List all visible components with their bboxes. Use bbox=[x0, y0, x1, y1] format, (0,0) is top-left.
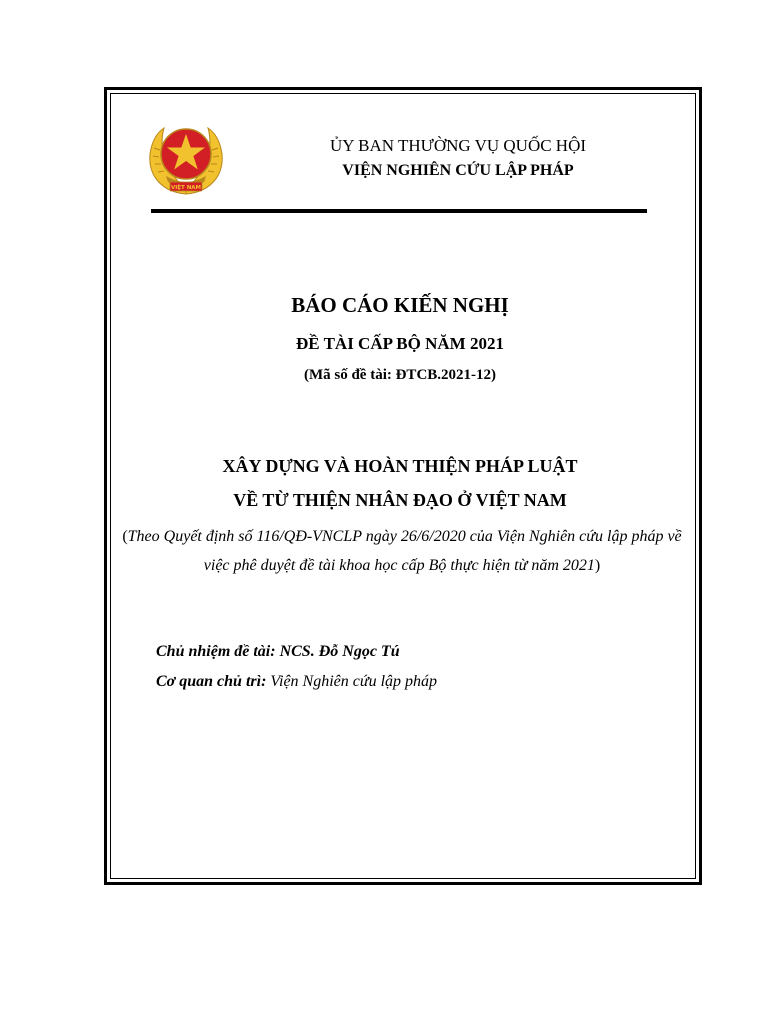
project-code: (Mã số đề tài: ĐTCB.2021-12) bbox=[303, 367, 497, 383]
national-emblem-icon bbox=[144, 118, 228, 200]
project-level: ĐỀ TÀI CẤP BỘ NĂM 2021 bbox=[296, 334, 504, 353]
header-divider bbox=[151, 209, 647, 213]
project-lead: Chủ nhiệm đề tài: NCS. Đỗ Ngọc Tú bbox=[156, 643, 400, 660]
parent-organization: ỦY BAN THƯỜNG VỤ QUỐC HỘI bbox=[329, 136, 587, 155]
topic-title-line-2: VỀ TỪ THIỆN NHÂN ĐẠO Ở VIỆT NAM bbox=[233, 490, 567, 510]
decision-close-paren: ) bbox=[594, 557, 601, 574]
page-border bbox=[104, 87, 702, 885]
report-title: BÁO CÁO KIẾN NGHỊ bbox=[291, 293, 509, 317]
topic-title-line-1: XÂY DỰNG VÀ HOÀN THIỆN PHÁP LUẬT bbox=[222, 456, 578, 476]
organization-name: VIỆN NGHIÊN CỨU LẬP PHÁP bbox=[342, 162, 574, 179]
host-organization-label: Cơ quan chủ trì: bbox=[156, 673, 267, 690]
decision-reference bbox=[112, 522, 692, 580]
host-organization-value: Viện Nghiên cứu lập pháp bbox=[270, 673, 438, 690]
emblem-ribbon-text: VIỆT NAM bbox=[170, 185, 202, 191]
host-organization bbox=[156, 673, 437, 691]
decision-text: Theo Quyết định số 116/QĐ-VNCLP ngày 26/6/2020 của Viện Nghiên cứu lập pháp về việc phê duyệt đề tài khoa học cấp Bộ thực hiện từ năm 2021 bbox=[127, 528, 682, 574]
decision-open-paren: ( bbox=[122, 528, 128, 545]
